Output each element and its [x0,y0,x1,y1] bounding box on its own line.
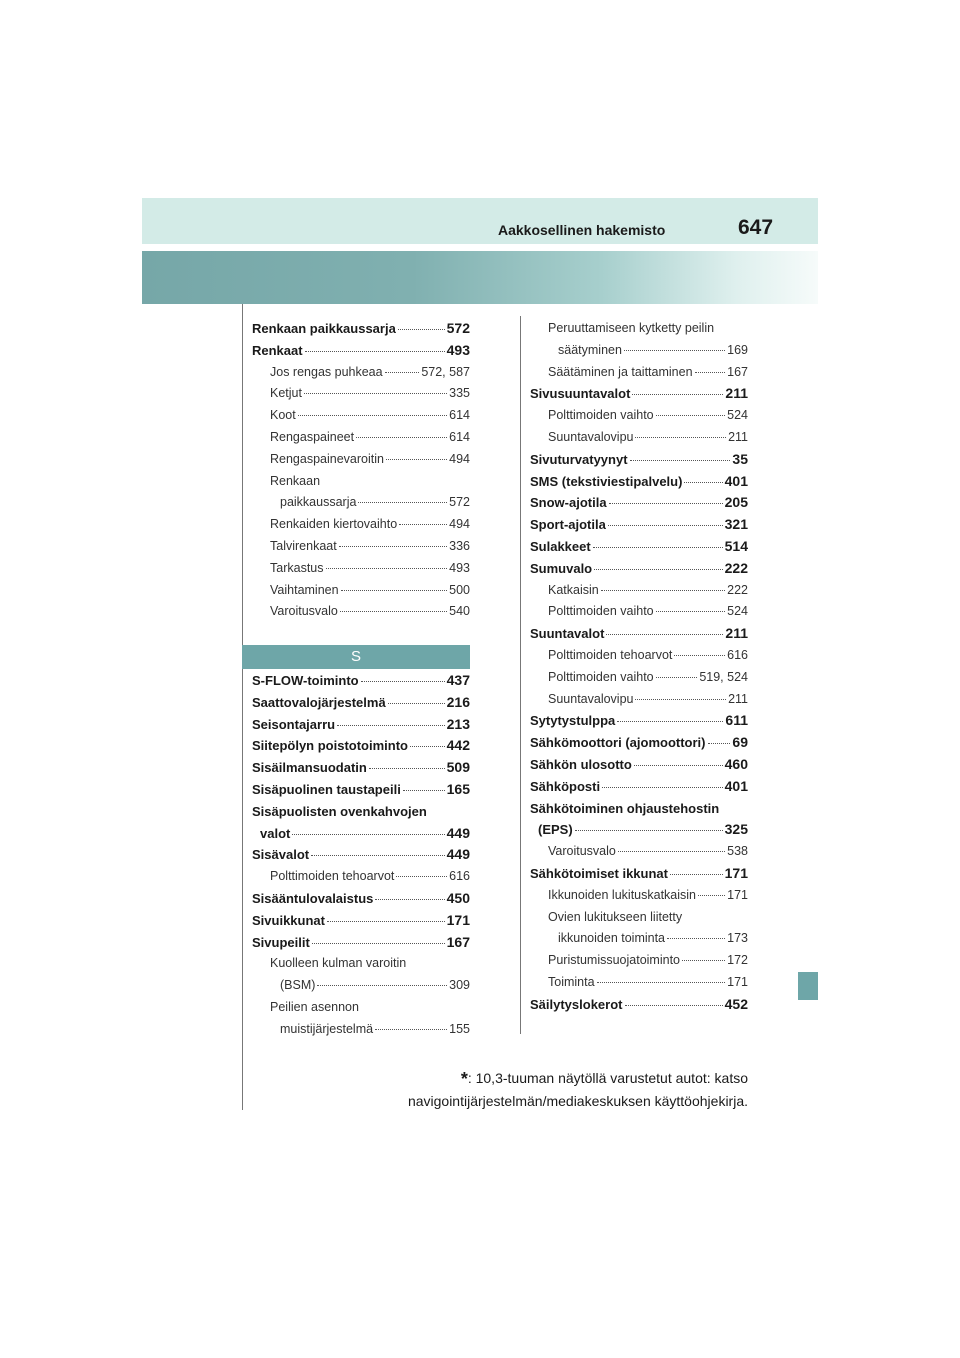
dot-leader [695,372,726,373]
dot-leader [398,329,445,330]
entry-page: 321 [724,516,748,533]
dot-leader [575,830,723,831]
entry-label: Rengaspaineet [270,429,355,444]
dot-leader [375,1029,447,1030]
dot-leader [311,855,445,856]
dot-leader [304,393,447,394]
entry-page: 171 [727,887,748,902]
entry-page: 493 [446,341,470,358]
index-entry [252,910,470,932]
entry-page: 540 [449,604,470,619]
footnote [380,1067,748,1112]
entry-label: Varoitusvalo [548,844,616,859]
page-title: Aakkosellinen hakemisto [498,222,666,238]
dot-leader [410,746,445,747]
dot-leader [375,899,444,900]
entry-page: 167 [446,933,470,950]
entry-label: Ikkunoiden lukituskatkaisin [548,887,696,902]
dot-leader [326,568,448,569]
entry-page: 165 [446,780,470,797]
entry-page: 171 [727,974,748,989]
entry-label: Sivupeilit [252,934,310,950]
index-entry [252,340,470,362]
entry-label: (BSM) [280,978,316,993]
dot-leader [630,460,731,461]
footnote-line2: navigointijärjestelmän/mediakeskuksen käyttöohjekirja. [407,1093,748,1109]
index-entry [530,318,748,340]
entry-page: 509 [446,759,470,776]
index-column-right [530,318,748,1016]
entry-page: 572 [449,495,470,510]
dot-leader [624,350,725,351]
index-entry [252,362,470,384]
dot-leader [327,921,445,922]
index-entry [530,776,748,798]
entry-page: 460 [724,755,748,772]
entry-label: Säilytyslokerot [530,996,623,1012]
dot-leader [625,1005,723,1006]
dot-leader [340,611,447,612]
dot-leader [361,681,445,682]
section-thumb-tab [798,972,818,1000]
entry-page: 614 [449,408,470,423]
entry-label: Siitepölyn poistotoiminto [252,738,408,754]
entry-label: Ketjut [270,386,302,401]
entry-label: muistijärjestelmä [280,1021,374,1036]
index-entry [252,779,470,801]
entry-label: Ovien lukitukseen liitetty [548,909,683,924]
page-number: 647 [738,216,774,239]
index-entry [530,689,748,711]
entry-label: Sisäilmansuodatin [252,760,367,776]
index-entry [252,932,470,954]
dot-leader [396,876,447,877]
entry-label: Sport-ajotila [530,517,606,533]
entry-page: 325 [724,821,748,838]
dot-leader [618,851,725,852]
entry-label: Sähköposti [530,778,601,794]
index-entry [252,536,470,558]
index-entry [530,732,748,754]
entry-label: Talvirenkaat [270,538,337,553]
entry-page: 172 [727,953,748,968]
entry-label: Sisävalot [252,847,310,863]
entry-page: 524 [727,408,748,423]
index-entry [252,757,470,779]
entry-label: Polttimoiden tehoarvot [270,869,395,884]
index-entry [530,449,748,471]
dot-leader [597,982,726,983]
footnote-asterisk: * [460,1069,468,1089]
index-entry [252,735,470,757]
dot-leader [601,590,725,591]
index-entry [252,318,470,340]
dot-leader [684,482,722,483]
entry-page: 514 [724,537,748,554]
index-entry [530,383,748,405]
dot-leader [608,525,723,526]
entry-label: Sivuturvatyynyt [530,451,628,467]
dot-leader [358,502,447,503]
entry-page: 437 [446,672,470,688]
index-entry [530,667,748,689]
index-entry [252,427,470,449]
dot-leader [635,699,726,700]
index-entry [530,601,748,623]
entry-label: Vaihtaminen [270,582,339,597]
entry-page: 211 [728,429,748,444]
entry-page: 519, 524 [699,669,748,684]
dot-leader [708,743,731,744]
entry-page: 69 [732,734,748,751]
index-entry [252,692,470,714]
index-entry [252,714,470,736]
entry-page: 171 [724,864,748,881]
entry-label: Sisäpuolinen taustapeili [252,781,401,797]
entry-label: Saattovalojärjestelmä [252,694,386,710]
entry-label: Koot [270,408,296,423]
dot-leader [337,725,445,726]
index-entry [530,536,748,558]
footnote-line1: : 10,3-tuuman näytöllä varustetut autot: katso [467,1070,748,1086]
entry-page: 442 [446,737,470,754]
index-entry [252,558,470,580]
entry-label: Suuntavalot [530,626,605,642]
entry-label: Peilien asennon [270,999,359,1014]
entry-page: 211 [725,625,748,642]
index-entry [252,975,470,997]
entry-label: Jos rengas puhkeaa [270,364,383,379]
dot-leader [388,703,445,704]
entry-label: Suuntavalovipu [548,691,634,706]
entry-page: 35 [732,450,748,467]
dot-leader [305,351,445,352]
column-divider [520,316,521,1034]
index-entry [252,888,470,910]
entry-page: 211 [725,385,748,402]
index-entry [252,601,470,623]
dot-leader [606,634,723,635]
dot-leader [656,677,698,678]
index-entry [252,492,470,514]
entry-label: Puristumissuojatoiminto [548,953,680,968]
index-entry [530,514,748,536]
entry-page: 452 [724,995,748,1012]
index-entry [530,907,748,929]
entry-label: valot [260,825,291,841]
entry-label: Sivuikkunat [252,912,325,928]
entry-page: 216 [446,693,470,710]
entry-page: 211 [728,691,748,706]
entry-page: 538 [727,844,748,859]
index-entry [252,514,470,536]
index-entry [530,754,748,776]
header-gradient-bar [142,251,818,304]
index-entry [530,645,748,667]
index-entry [252,383,470,405]
entry-page: 155 [449,1021,470,1036]
section-letter-band: S [242,645,470,669]
entry-label: (EPS) [538,822,573,838]
entry-label: Sytytystulppa [530,713,616,729]
index-entry [530,863,748,885]
index-entry [530,994,748,1016]
entry-page: 572 [446,320,470,336]
dot-leader [369,768,445,769]
dot-leader [656,611,726,612]
entry-label: ikkunoiden toiminta [558,931,666,946]
index-column-left-top [252,318,470,623]
entry-page: 616 [449,869,470,884]
entry-label: säätyminen [558,342,622,357]
entry-page: 524 [727,604,748,619]
entry-label: Säätäminen ja taittaminen [548,364,693,379]
entry-page: 572, 587 [421,364,470,379]
entry-label: Polttimoiden vaihto [548,669,654,684]
dot-leader [698,895,725,896]
index-entry [252,1019,470,1041]
entry-label: Rengaspainevaroitin [270,451,384,466]
dot-leader [667,938,725,939]
entry-page: 222 [724,559,748,576]
entry-page: 494 [449,517,470,532]
entry-label: Polttimoiden vaihto [548,604,654,619]
entry-page: 213 [446,715,470,732]
entry-page: 173 [727,931,748,946]
entry-page: 450 [446,889,470,906]
header-band [142,198,818,244]
entry-label: Sisäpuolisten ovenkahvojen [252,803,427,819]
entry-page: 169 [727,342,748,357]
entry-label: Renkaat [252,342,303,358]
dot-leader [292,834,444,835]
entry-page: 449 [446,846,470,863]
index-entry [530,819,748,841]
entry-page: 449 [446,824,470,841]
index-entry [530,972,748,994]
entry-label: Sähkötoimiset ikkunat [530,865,668,881]
dot-leader [385,372,420,373]
dot-leader [339,546,447,547]
dot-leader [670,874,723,875]
dot-leader [341,590,448,591]
dot-leader [634,765,723,766]
index-entry [530,841,748,863]
dot-leader [674,655,725,656]
dot-leader [317,985,447,986]
index-entry [530,471,748,493]
entry-page: 494 [449,451,470,466]
entry-label: SMS (tekstiviestipalvelu) [530,473,683,489]
entry-page: 167 [727,364,748,379]
entry-label: Sumuvalo [530,560,593,576]
index-column-left-s [252,670,470,1041]
entry-label: Sähkötoiminen ohjaustehostin [530,800,720,816]
index-entry [530,950,748,972]
dot-leader [399,524,447,525]
entry-label: Polttimoiden vaihto [548,408,654,423]
entry-label: Renkaan paikkaussarja [252,321,396,336]
index-entry [530,492,748,514]
entry-label: Sähkön ulosotto [530,756,632,772]
dot-leader [386,459,447,460]
entry-page: 616 [727,647,748,662]
dot-leader [656,415,726,416]
entry-label: Renkaan [270,473,321,488]
entry-label: Sivusuuntavalot [530,386,631,402]
dot-leader [312,943,445,944]
index-entry [252,449,470,471]
dot-leader [617,721,723,722]
dot-leader [403,790,445,791]
index-entry [530,580,748,602]
entry-label: Peruuttamiseen kytketty peilin [548,321,715,335]
entry-label: Sähkömoottori (ajomoottori) [530,735,706,751]
entry-label: S-FLOW-toiminto [252,673,359,688]
entry-label: Katkaisin [548,582,599,597]
dot-leader [298,415,447,416]
dot-leader [593,547,723,548]
entry-label: Polttimoiden tehoarvot [548,647,673,662]
entry-label: Sulakkeet [530,538,591,554]
entry-page: 309 [449,978,470,993]
index-entry [252,471,470,493]
dot-leader [356,437,447,438]
index-entry [530,885,748,907]
entry-page: 401 [724,472,748,489]
index-entry [530,710,748,732]
index-entry [530,798,748,820]
index-entry [530,558,748,580]
entry-page: 493 [449,560,470,575]
dot-leader [632,394,723,395]
index-entry [530,362,748,384]
dot-leader [594,569,723,570]
entry-page: 222 [727,582,748,597]
index-entry [530,623,748,645]
entry-label: Seisontajarru [252,716,336,732]
index-entry [252,580,470,602]
index-entry [252,844,470,866]
entry-label: Tarkastus [270,560,324,575]
entry-label: Suuntavalovipu [548,429,634,444]
entry-label: Toiminta [548,974,595,989]
index-entry [530,427,748,449]
entry-page: 336 [449,538,470,553]
index-entry [252,997,470,1019]
index-entry [530,340,748,362]
entry-label: Kuolleen kulman varoitin [270,956,407,971]
index-entry [252,801,470,823]
dot-leader [602,787,723,788]
index-entry [252,670,470,692]
entry-label: Snow-ajotila [530,495,607,511]
entry-page: 205 [724,494,748,511]
dot-leader [682,960,725,961]
entry-label: Renkaiden kiertovaihto [270,517,398,532]
index-entry [252,866,470,888]
index-entry [530,928,748,950]
entry-page: 171 [446,911,470,928]
dot-leader [635,437,726,438]
index-entry [252,405,470,427]
entry-label: paikkaussarja [280,495,357,510]
index-entry [252,953,470,975]
entry-label: Varoitusvalo [270,604,338,619]
index-entry [252,823,470,845]
entry-page: 335 [449,386,470,401]
entry-page: 401 [724,777,748,794]
entry-label: Sisääntulovalaistus [252,890,374,906]
entry-page: 614 [449,429,470,444]
index-entry [530,405,748,427]
entry-page: 500 [449,582,470,597]
entry-page: 611 [725,712,748,729]
dot-leader [609,503,723,504]
left-margin-rule [242,304,243,1110]
